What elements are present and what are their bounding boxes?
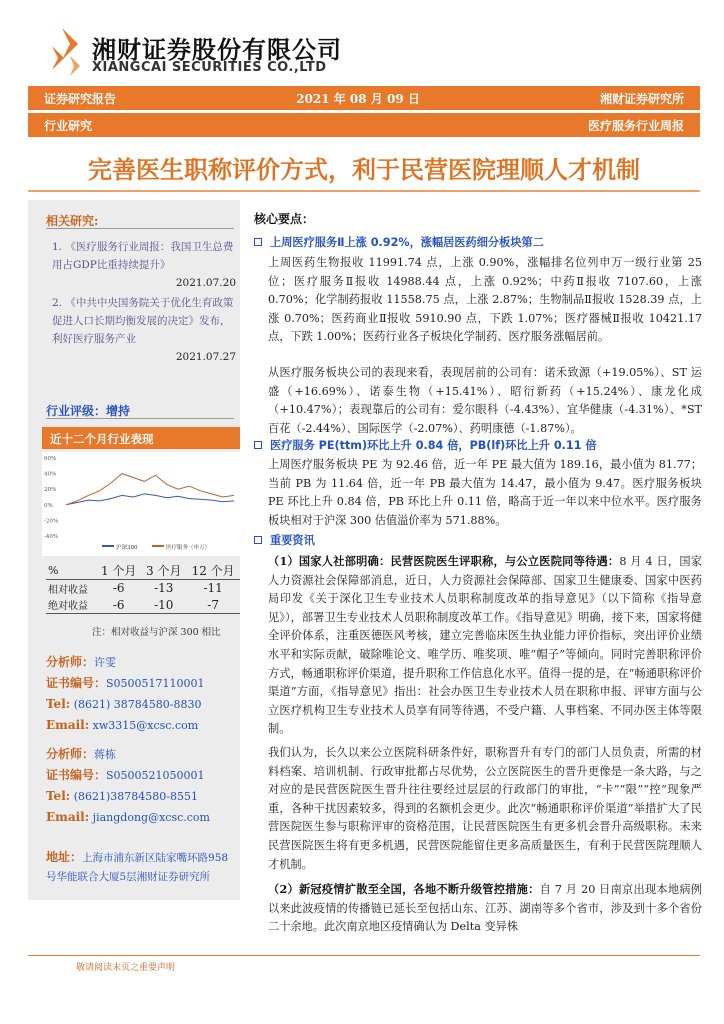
table-header: 3 个月 (141, 562, 186, 580)
y-tick-label: 60% (44, 456, 57, 462)
paragraph: 我们认为，长久以来公立医院科研条件好，职称晋升有专门的部门人员负责，所需的材料档案、培训机制、行政审批都占尽优势，公立医院医生的晋升更像是一条大路，与之对应的是民营医院医生晋升往往要经过层层的行政部门的审批，“卡”“限”“控”现象严重，各种干扰因素较多，得到的名额机会更少。此次“畅通职称评价渠道”举措扩大了民营医院医生参与职称评审的资格范围，让民营医院医生有更多机会晋升高级职称。未来民营医院医生将有更多机遇，民营医院能留住更多高质量医生，有利于民营医院理顺人才机制。 (268, 746, 702, 871)
bullet-square-icon (254, 536, 262, 544)
research-institute: 湘财证券研究所 (599, 91, 684, 106)
paragraph: 上周医疗服务板块 PE 为 92.46 倍，近一年 PE 最大值为 189.16，最小值为 81.77；当前 PB 为 11.64 倍，近一年 PB 最大值为 14.47，最小值为 9.47。医疗服务板块 PE 环比上升 0.84 倍，PB 环比上升 0.11 倍，略高于近一年以来中位水平。医疗服务板块相对于沪深 300 估值溢价率为 571.88%。 (268, 458, 702, 527)
company-name-en: XIANGCAI SECURITIES CO.,LTD (92, 60, 327, 75)
core-points-title: 核心要点： (254, 212, 315, 226)
table-header: % (46, 562, 96, 580)
table-header: 1 个月 (96, 562, 141, 580)
related-item[interactable]: 2. 《中共中央国务院关于优化生育政策促进人口长期均衡发展的决定》发布，利好医疗服务产业 2021.07.27 (52, 294, 236, 366)
analyst-name: 蒋栋 (94, 748, 117, 761)
news-paragraph: （2）新冠疫情扩散至全国，各地不断升级管控措施：自 7 月 20 日南京出现本地病例以来此波疫情的传播链已延长至包括山东、江苏、湖南等多个省市，涉及到十多个省份二十余地。此次南京地区疫情确认为 Delta 变异株 (268, 882, 702, 934)
related-link[interactable]: 《中共中央国务院关于优化生育政策促进人口长期均衡发展的决定》发布，利好医疗服务产业 (52, 297, 234, 345)
analyst-card: 分析师：许雯 证书编号：S0500517110001 Tel: (8621) 38784580-8830 Email: xw3315@xcsc.com (46, 655, 205, 732)
chart-title: 近十二个月行业表现 (42, 427, 240, 449)
y-tick-label: -40% (44, 534, 59, 540)
paragraph: 从医疗服务板块公司的表现来看，表现居前的公司有：诺禾致源（+19.05%）、ST 运盛（+16.69%）、诺泰生物（+15.41%）、昭衍新药（+15.24%）、康龙化成（+10.47%）；表现靠后的公司有：爱尔眼科（-4.43%）、宜华健康（-4.31%）、*ST 百花（-2.44%）、国际医学（-2.07%）、药明康德（-1.87%）。 (268, 366, 702, 435)
footer-disclaimer: 敬请阅读末页之重要声明 (76, 963, 176, 973)
table-row: 绝对收益 -6 -10 -7 (46, 597, 240, 614)
report-type: 证券研究报告 (44, 91, 117, 106)
table-header: 12 个月 (186, 562, 240, 580)
table-row: 相对收益 -6 -13 -11 (48, 581, 223, 596)
related-date: 2021.07.27 (175, 351, 236, 363)
y-tick-label: 40% (44, 471, 57, 478)
paragraph: 上周医药生物报收 11991.74 点，上涨 0.90%，涨幅排名位列申万一级行业第 25 位；医疗服务Ⅱ报收 14988.44 点，上涨 0.92%；中药Ⅱ报收 7107.60，上涨 0.70%；化学制药报收 11558.75 点，上涨 2.87%；生物制品Ⅱ报收 1528.39 点，上涨 0.70%；医药商业Ⅱ报收 5910.90 点，下跌 1.07%；医疗器械Ⅱ报收 10421.17 点，下跌 1.00%；医药行业各子板块化学制药、医疗服务涨幅居前。 (268, 256, 702, 344)
industry-rating: 行业评级：增持 (46, 404, 131, 418)
performance-table (46, 562, 240, 614)
report-info-band (28, 86, 700, 110)
footer-divider (28, 955, 700, 956)
legend-label-medical: 医疗服务（申万） (166, 545, 211, 551)
section-heading: 医疗服务 PE(ttm)环比上升 0.84 倍，PB(lf)环比上升 0.11 倍 (254, 437, 597, 453)
report-category: 行业研究 (44, 118, 93, 133)
table-note: 注：相对收益与沪深 300 相比 (92, 627, 221, 638)
company-logo-icon (48, 26, 84, 76)
sidebar-divider (46, 228, 234, 229)
report-title: 完善医生职称评价方式，利于民营医院理顺人才机制 (88, 156, 640, 184)
sidebar-divider (46, 418, 234, 419)
bullet-square-icon (254, 238, 262, 246)
analyst-email-link[interactable]: jiangdong@xcsc.com (92, 811, 210, 824)
related-link[interactable]: 《医疗服务行业周报：我国卫生总费用占GDP比重持续提升》 (52, 241, 234, 271)
y-tick-label: -20% (44, 518, 59, 525)
report-date: 2021 年 08 月 09 日 (296, 91, 420, 106)
related-date: 2021.07.20 (175, 277, 236, 289)
section-heading: 上周医疗服务Ⅱ上涨 0.92%，涨幅居医药细分板块第二 (254, 234, 544, 250)
analyst-email-link[interactable]: xw3315@xcsc.com (92, 719, 199, 732)
section-heading: 重要资讯 (254, 532, 315, 548)
news-paragraph: （1）国家人社部明确：民营医院医生评职称，与公立医院同等待遇：8 月 4 日，国家人力资源社会保障部消息，近日，人力资源社会保障部、国家卫生健康委、国家中医药局印发《关于深化卫生专业技术人员职称制度改革的指导意见》（以下简称《指导意见》），部署卫生专业技术人员职称制度改革工作。《指导意见》明确，接下来，国家将健全评价体系，注重医德医风考核，建立完善临床医生执业能力评价指标，突出评价业绩水平和实际贡献，破除唯论文、唯学历、唯奖项、唯“帽子”等倾向。同时完善职称评价方式，畅通职称评价渠道，提升职称工作信息化水平。值得一提的是，在“畅通职称评价渠道”方面，《指导意见》指出：社会办医卫生专业技术人员在职称申报、评审方面与公立医疗机构卫生专业技术人员享有同等待遇，不受户籍、人事档案、不同办医主体等限制。 (268, 554, 702, 736)
bullet-square-icon (254, 441, 262, 449)
series-line-hs300 (66, 494, 234, 505)
y-tick-label: 20% (44, 487, 57, 494)
address: 地址：上海市浦东新区陆家嘴环路958号华能联合大厦5层湘财证券研究所 (46, 850, 229, 883)
y-tick-label: 0% (44, 502, 53, 509)
analyst-name: 许雯 (94, 656, 117, 669)
legend-label-hs300: 沪深300 (116, 545, 138, 551)
performance-chart (42, 452, 240, 556)
report-series: 医疗服务行业周报 (587, 118, 684, 133)
company-name-cn: 湘财证券股份有限公司 (92, 36, 342, 64)
related-research-title: 相关研究: (46, 214, 99, 228)
report-category-band (28, 113, 700, 137)
title-divider (28, 190, 700, 192)
analyst-card: 分析师：蒋栋 证书编号：S0500521050001 Tel: (8621)38784580-8551 Email: jiangdong@xcsc.com (46, 747, 210, 824)
related-item[interactable]: 1. 《医疗服务行业周报：我国卫生总费用占GDP比重持续提升》 2021.07.20 (52, 238, 236, 292)
